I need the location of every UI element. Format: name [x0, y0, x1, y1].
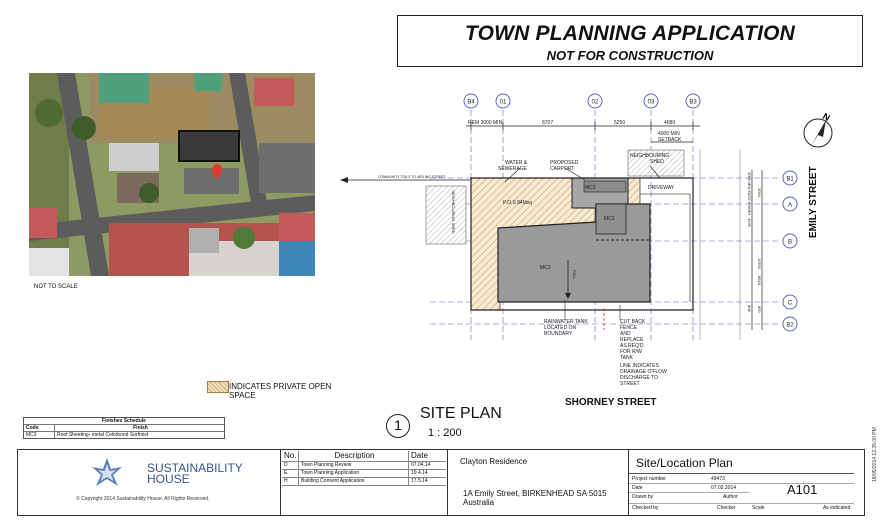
street-label-emily: EMILY STREET — [808, 166, 819, 238]
grid-bubble-b4: B4 — [467, 99, 475, 106]
site-plan-title: SITE PLAN — [420, 405, 502, 422]
label-mc3-dwelling: MC3 — [540, 265, 551, 271]
revision-date: 07.04.14 — [411, 462, 431, 468]
title-block-divider — [280, 449, 281, 516]
dim-4090: 4090 — [664, 120, 676, 126]
title-block-rule — [629, 503, 854, 504]
dim-rem: REM 3000 MIN — [468, 120, 503, 126]
label-arrow-note: COMMUNITY TOILS TO AIRLING STREET — [378, 175, 446, 179]
checked-by-label: Checked by — [632, 505, 659, 511]
scale-value: As indicated — [823, 505, 851, 511]
site-plan-number: 1 — [386, 414, 410, 438]
label-mc3-carport: MC3 — [585, 185, 596, 191]
label-fall: FALL — [572, 270, 577, 280]
dim-setback-2: SETBACK — [658, 137, 682, 143]
sheet-number: A101 — [787, 482, 818, 497]
label-driveway: DRIVEWAY — [648, 185, 675, 191]
finishes-col-finish: Finish — [133, 425, 148, 431]
grid-bubble-b3: B3 — [689, 99, 697, 106]
label-rainwater-1: RAINWATER TANK — [544, 319, 588, 325]
project-number-label: Project number — [632, 476, 666, 482]
company-name: SUSTAINABILITY HOUSE — [147, 461, 243, 486]
dim-600: 600 — [757, 306, 762, 313]
revision-row — [282, 462, 446, 470]
grid-bubble-01: 01 — [499, 99, 507, 106]
grid-bubble-b: B — [787, 239, 793, 246]
revision-row — [282, 470, 446, 478]
svg-text:AS REQ'D: AS REQ'D — [620, 343, 644, 349]
svg-text:DRAINAGE O'FLOW: DRAINAGE O'FLOW — [620, 369, 667, 375]
revision-col-date: Date — [411, 451, 428, 460]
drawing-subtitle: NOT FOR CONSTRUCTION — [546, 48, 714, 63]
label-shed-2: SHED — [650, 159, 664, 165]
sheet-title: Site/Location Plan — [636, 456, 733, 470]
project-name: Clayton Residence — [460, 457, 528, 466]
dim-8918: 8918 — [757, 276, 762, 285]
dim-3094: 3094 — [757, 188, 762, 197]
label-rainwater-2: LOCATED ON — [544, 325, 577, 331]
svg-text:TANK: TANK — [620, 355, 633, 361]
finishes-col-code: Code — [24, 425, 55, 431]
label-shed-1: NEIGHBOURING — [630, 153, 670, 159]
grid-bubble-c: C — [787, 300, 793, 307]
revision-col-description: Description — [299, 451, 409, 461]
scale-label: Scale — [752, 505, 765, 511]
copyright-notice: © Copyright 2014 Sustainability House. All Rights Reserved. — [76, 496, 210, 502]
revision-no: E — [282, 470, 299, 477]
finishes-finish: Roof Sheeting- metal Colorbond Surfmist — [57, 432, 149, 438]
site-plan-scale: 1 : 200 — [428, 427, 462, 439]
date-value: 07.02.2014 — [711, 485, 737, 491]
title-block-rule — [629, 492, 749, 493]
dim-setback-1: 4000 MIN — [658, 131, 680, 137]
revision-date: 10.4.14 — [411, 470, 428, 476]
dim-4245: 4245 — [747, 218, 752, 227]
north-label: N — [821, 111, 832, 123]
svg-text:FENCE: FENCE — [620, 325, 637, 331]
sheet-title-rule — [629, 473, 854, 474]
title-block-divider — [447, 449, 448, 516]
checked-by-value: Checker — [717, 505, 736, 511]
grid-bubble-a: A — [787, 202, 793, 209]
label-drainage-1: LINE INDICATES — [620, 363, 659, 369]
revision-table — [282, 451, 446, 486]
dim-808: 808 — [747, 305, 752, 312]
label-carport-2: CARPORT — [550, 166, 575, 172]
map-scale-note: NOT TO SCALE — [34, 284, 78, 290]
svg-text:FOR R/W: FOR R/W — [620, 349, 642, 355]
grid-bubble-02: 02 — [591, 99, 599, 106]
revision-row — [282, 478, 446, 486]
label-carport-1: PROPOSED — [550, 160, 579, 166]
label-water-2: SEWERAGE — [498, 166, 527, 172]
grid-bubble-b1: B1 — [786, 176, 794, 183]
finishes-code: MC3 — [24, 432, 55, 438]
print-stamp: 18/05/2014 12:35:00 PM — [872, 427, 878, 482]
svg-text:AND: AND — [620, 331, 631, 337]
dim-5250: 5250 — [614, 120, 626, 126]
label-rainwater-3: BOUNDARY — [544, 331, 573, 337]
revision-description: Town Planning Application — [299, 470, 409, 477]
revision-no: H — [282, 478, 299, 485]
label-cutback-1: CUT BACK — [620, 319, 646, 325]
title-block-rule — [629, 483, 854, 484]
drawing-title: TOWN PLANNING APPLICATION — [464, 22, 796, 45]
north-arrow-icon — [804, 111, 832, 147]
neighbouring-shed-left — [426, 186, 466, 244]
label-pos: P.O.S 84Msq — [503, 200, 533, 206]
project-address: 1A Emily Street, BIRKENHEAD SA 5015 Australia — [463, 489, 607, 507]
legend-label: INDICATES PRIVATE OPEN SPACE — [229, 382, 332, 400]
revision-description: Town Planning Review — [299, 462, 409, 469]
dim-8707: 8707 — [542, 120, 554, 126]
revision-col-no: No. — [282, 451, 299, 461]
grid-bubble-b2: B2 — [786, 322, 794, 329]
street-label-shorney: SHORNEY STREET — [565, 397, 657, 408]
revision-description: Building Consent Application — [299, 478, 409, 485]
label-neighbour-left: NEIGHBOURING SHED — [451, 190, 456, 234]
finishes-title: Finishes Schedule — [24, 418, 224, 425]
svg-text:REPLACE: REPLACE — [620, 337, 644, 343]
revision-header-row — [282, 451, 446, 462]
dim-11350: 11350 — [757, 258, 762, 269]
revision-date: 17.5.14 — [411, 478, 428, 484]
svg-text:DISCHARGE TO: DISCHARGE TO — [620, 375, 658, 381]
label-mc3-porch: MC3 — [604, 216, 615, 222]
grid-bubble-03: 03 — [647, 99, 655, 106]
svg-text:STREET: STREET — [620, 381, 640, 387]
date-label: Date — [632, 485, 643, 491]
drawn-by-value: Author — [723, 494, 738, 500]
project-number: 49473 — [711, 476, 725, 482]
drawn-by-label: Drawn by — [632, 494, 654, 500]
revision-no: D — [282, 462, 299, 469]
dim-face-finish: 3000 MIN FACE FINISH — [747, 172, 752, 216]
label-water-1: WATER & — [505, 160, 528, 166]
